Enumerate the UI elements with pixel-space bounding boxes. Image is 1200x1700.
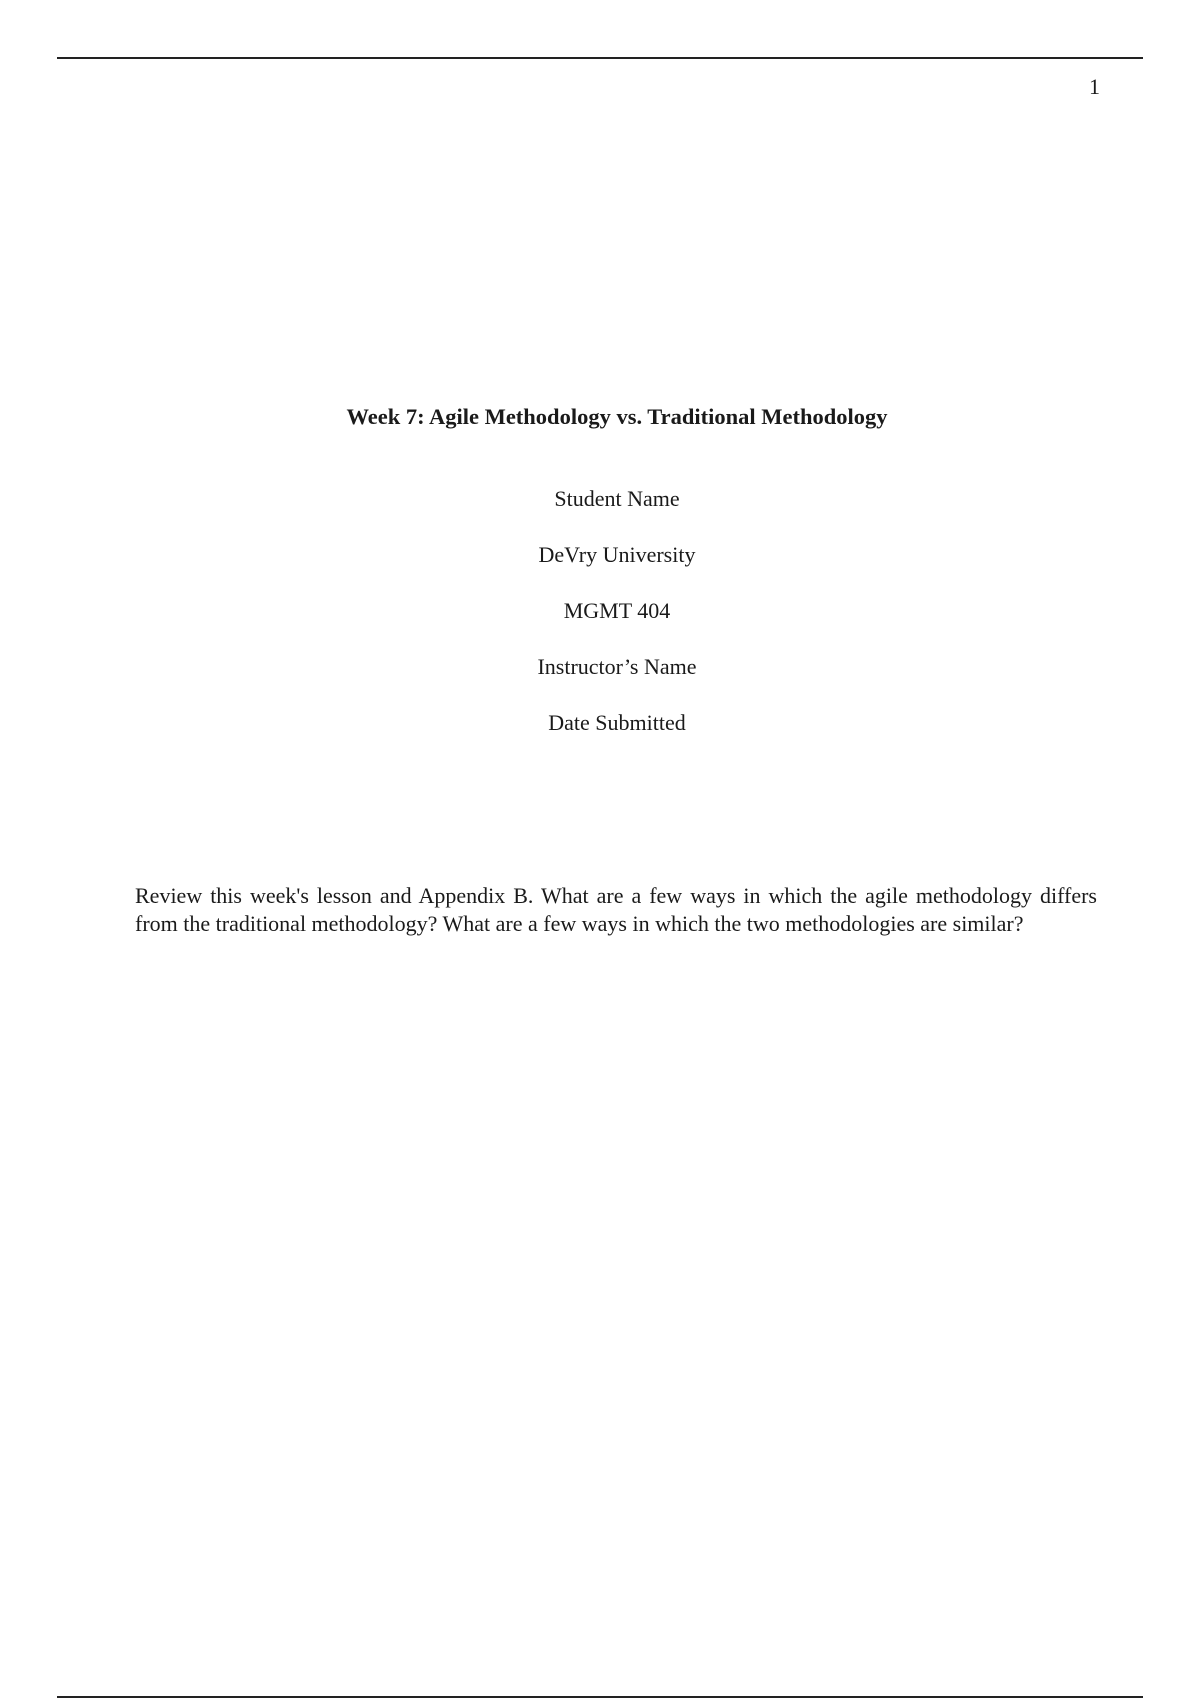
footer-rule xyxy=(57,1696,1143,1698)
title-page-details xyxy=(0,484,1200,738)
instructor-name: Instructor’s Name xyxy=(537,654,697,679)
page-number: 1 xyxy=(1089,74,1100,99)
course-code: MGMT 404 xyxy=(563,598,671,623)
header-rule xyxy=(57,57,1143,59)
student-name: Student Name xyxy=(554,486,680,511)
document-title: Week 7: Agile Methodology vs. Traditional Methodology xyxy=(346,404,888,429)
assignment-question: Review this week's lesson and Appendix B. What are a few ways in which the agile methodology differs from the traditional methodology? What are a few ways in which the two methodologies are similar? xyxy=(135,883,1097,936)
title-block xyxy=(0,402,1200,764)
university-name: DeVry University xyxy=(538,542,696,567)
date-submitted: Date Submitted xyxy=(548,710,686,735)
